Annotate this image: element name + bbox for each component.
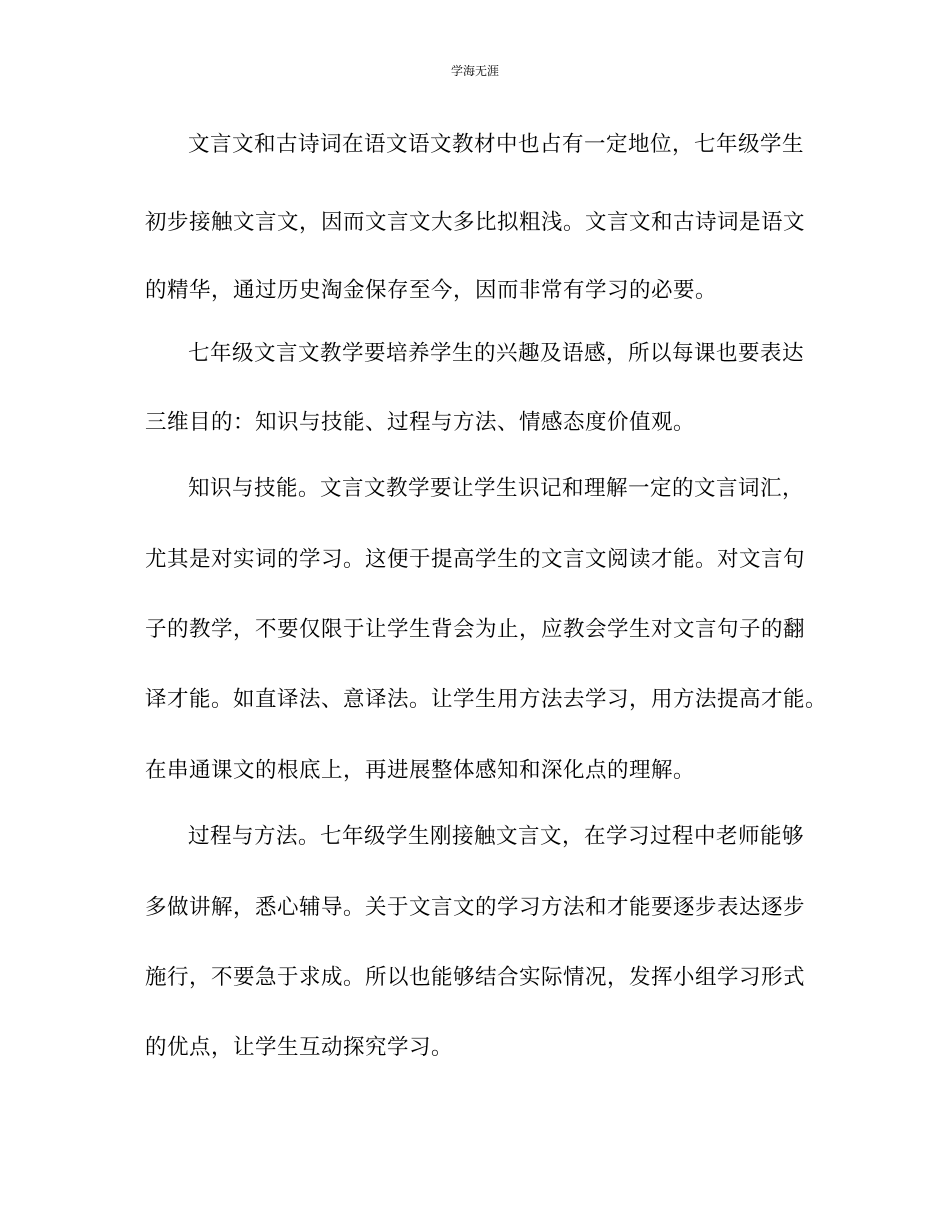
text-line: 在串通课文的根底上，再进展整体感知和深化点的理解。	[145, 758, 696, 783]
text-line: 的精华，通过历史淘金保存至今，因而非常有学习的必要。	[145, 278, 718, 303]
text-line: 尤其是对实词的学习。这便于提高学生的文言文阅读才能。对文言句	[145, 547, 806, 572]
text-line: 施行，不要急于求成。所以也能够结合实际情况，发挥小组学习形式	[145, 965, 806, 990]
text-line: 七年级文言文教学要培养学生的兴趣及语感，所以每课也要表达	[188, 341, 805, 366]
text-line: 文言文和古诗词在语文语文教材中也占有一定地位，七年级学生	[188, 132, 805, 157]
text-line: 的优点，让学生互动探究学习。	[145, 1035, 454, 1060]
text-line: 知识与技能。文言文教学要让学生识记和理解一定的文言词汇，	[188, 476, 805, 501]
text-line: 三维目的：知识与技能、过程与方法、情感态度价值观。	[145, 410, 696, 435]
text-line: 初步接触文言文，因而文言文大多比拟粗浅。文言文和古诗词是语文	[145, 210, 806, 235]
text-line: 子的教学，不要仅限于让学生背会为止，应教会学生对文言句子的翻	[145, 617, 806, 642]
text-line: 过程与方法。七年级学生刚接触文言文，在学习过程中老师能够	[188, 824, 805, 849]
page-header: 学海无涯	[450, 64, 499, 78]
text-line: 多做讲解，悉心辅导。关于文言文的学习方法和才能要逐步表达逐步	[145, 895, 806, 920]
text-line: 译才能。如直译法、意译法。让学生用方法去学习，用方法提高才能。	[145, 687, 828, 712]
